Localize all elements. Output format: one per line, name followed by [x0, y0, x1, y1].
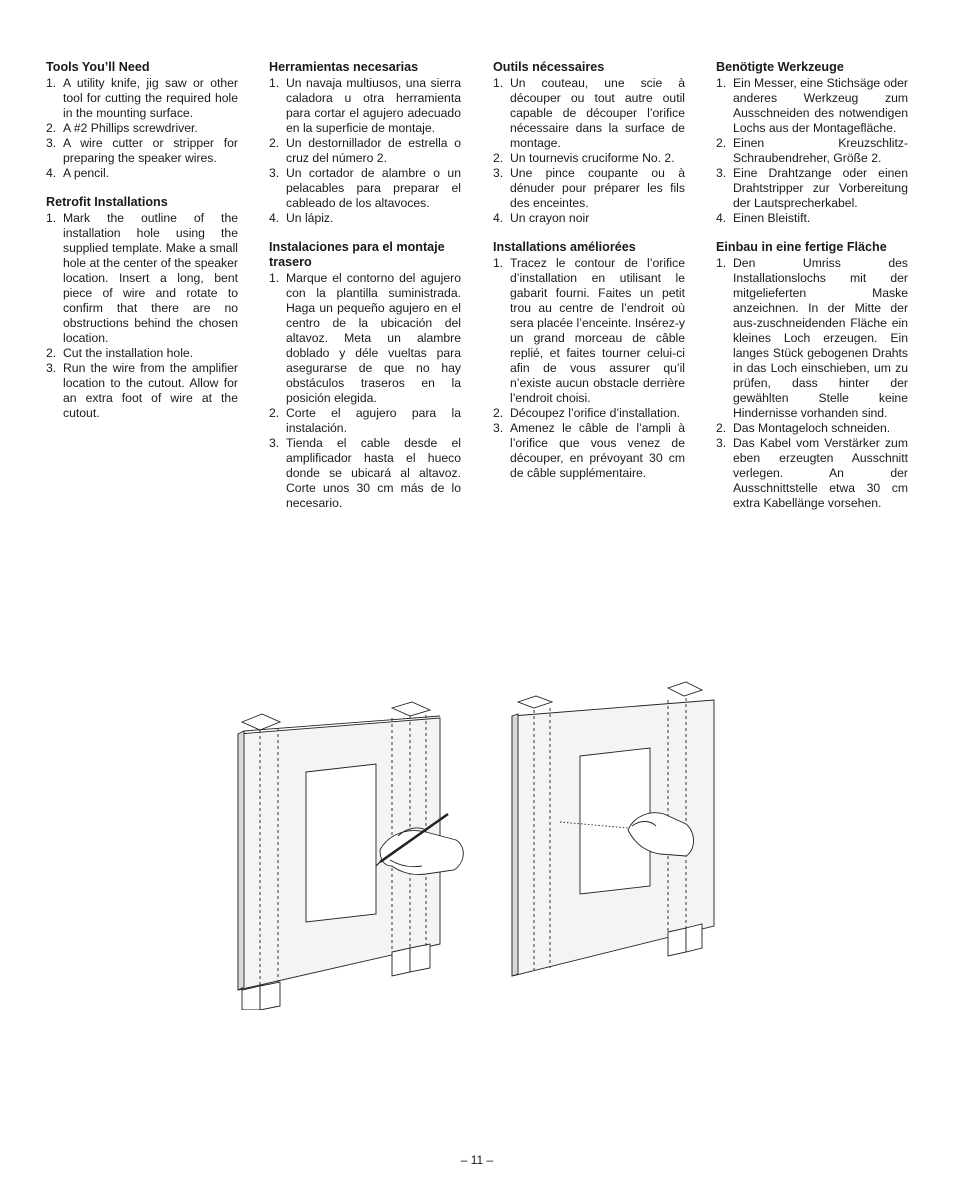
list-item	[269, 166, 461, 211]
list-item-text: Un tournevis cruciforme No. 2.	[510, 151, 675, 165]
section	[716, 60, 908, 226]
list-item-text: Ein Messer, eine Stichsäge oder anderes Werkzeug zum Ausschneiden des notwendigen Lochs aus der Montagefläche.	[733, 76, 908, 135]
list-number: 2.	[46, 121, 57, 135]
section-heading: Instalaciones para el montaje trasero	[269, 240, 445, 269]
list-item	[269, 271, 461, 406]
section-heading: Tools You’ll Need	[46, 60, 150, 74]
list-item-text: A wire cutter or stripper for preparing the speaker wires.	[63, 136, 238, 165]
list-number: 1.	[493, 76, 504, 90]
list-item	[46, 346, 238, 361]
list-number: 3.	[716, 436, 727, 450]
list-number: 2.	[269, 136, 280, 150]
section-heading: Herramientas necesarias	[269, 60, 419, 74]
list-item-text: Einen Bleistift.	[733, 211, 811, 225]
list-item	[716, 256, 908, 421]
section	[716, 240, 908, 511]
list-number: 1.	[46, 211, 57, 225]
list-number: 3.	[493, 421, 504, 435]
list-item	[493, 421, 685, 481]
section	[46, 195, 238, 421]
list-item	[716, 166, 908, 211]
numbered-list	[716, 256, 908, 511]
section-heading: Installations améliorées	[493, 240, 636, 254]
wall-marking-with-pencil-illustration	[230, 700, 480, 1010]
list-item	[46, 166, 238, 181]
list-item-text: Amenez le câble de l’ampli à l’orifice que vous venez de découper, en prévoyant 30 cm de câble supplémentaire.	[510, 421, 685, 480]
list-item-text: Corte el agujero para la instalación.	[286, 406, 461, 435]
list-item	[493, 211, 685, 226]
list-number: 3.	[46, 361, 57, 375]
right-stud	[392, 702, 430, 716]
column-german	[716, 60, 908, 525]
list-number: 2.	[493, 406, 504, 420]
list-number: 3.	[716, 166, 727, 180]
list-number: 4.	[46, 166, 57, 180]
list-number: 4.	[269, 211, 280, 225]
list-number: 1.	[269, 271, 280, 285]
list-item	[269, 76, 461, 136]
list-item-text: Cut the installation hole.	[63, 346, 194, 360]
list-item-text: Un destornillador de estrella o cruz del número 2.	[286, 136, 461, 165]
page-number: – 11 –	[460, 1153, 494, 1167]
list-number: 2.	[46, 346, 57, 360]
list-item	[716, 76, 908, 136]
list-item-text: Das Montageloch schneiden.	[733, 421, 891, 435]
left-stud	[242, 714, 280, 730]
section	[46, 60, 238, 181]
list-item	[493, 151, 685, 166]
list-item-text: Einen Kreuzschlitz-Schraubendreher, Größe 2.	[733, 136, 908, 165]
list-item-text: Un navaja multiusos, una sierra caladora u otra herramienta para cortar el agujero adecuado en la superficie de montaje.	[286, 76, 461, 135]
list-number: 1.	[46, 76, 57, 90]
numbered-list	[46, 211, 238, 421]
list-number: 2.	[493, 151, 504, 165]
list-item	[269, 436, 461, 511]
list-item	[46, 136, 238, 166]
section	[493, 240, 685, 481]
list-number: 3.	[46, 136, 57, 150]
list-item-text: Découpez l’orifice d’installation.	[510, 406, 681, 420]
list-item	[269, 211, 461, 226]
cutout-outline	[306, 764, 376, 922]
list-item	[716, 211, 908, 226]
list-item-text: Une pince coupante ou à dénuder pour préparer les fils des enceintes.	[510, 166, 685, 210]
numbered-list	[46, 76, 238, 181]
list-number: 4.	[716, 211, 727, 225]
list-number: 1.	[716, 256, 727, 270]
wall-probing-with-wire-illustration	[500, 680, 730, 980]
list-number: 4.	[493, 211, 504, 225]
list-number: 3.	[269, 436, 280, 450]
list-item-text: Tracez le contour de l’orifice d’installation en utilisant le gabarit fourni. Faites un petit trou au centre de l’endroit où sera placée l’enceinte. Insérez-y un grand morceau de câble replié, et faites tourner celui-ci afin de vous assurer qu’il n’existe aucun obstacle derrière l’endroit choisi.	[510, 256, 685, 405]
numbered-list	[716, 76, 908, 226]
list-item	[716, 136, 908, 166]
list-item-text: Tienda el cable desde el amplificador hasta el hueco donde se ubicará al altavoz. Corte unos 30 cm más de lo necesario.	[286, 436, 461, 510]
list-number: 1.	[716, 76, 727, 90]
list-item	[493, 76, 685, 151]
numbered-list	[493, 256, 685, 481]
section-heading: Retrofit Installations	[46, 195, 168, 209]
list-item-text: A pencil.	[63, 166, 110, 180]
list-item	[493, 406, 685, 421]
list-item-text: Un couteau, une scie à découper ou tout autre outil capable de découper l’orifice nécessaire dans la surface de montage.	[510, 76, 685, 150]
list-number: 3.	[269, 166, 280, 180]
right-stud	[668, 682, 702, 696]
list-number: 2.	[716, 421, 727, 435]
column-english	[46, 60, 238, 435]
list-item	[716, 436, 908, 511]
list-item-text: Un lápiz.	[286, 211, 334, 225]
numbered-list	[493, 76, 685, 226]
section-heading: Outils nécessaires	[493, 60, 605, 74]
list-item-text: Un cortador de alambre o un pelacables para preparar el cableado de los altavoces.	[286, 166, 461, 210]
numbered-list	[269, 271, 461, 511]
list-item-text: Mark the outline of the installation hole using the supplied template. Make a small hole at the center of the speaker location. Insert a long, bent piece of wire and rotate to confirm that there are no obstructions behind the chosen location.	[63, 211, 238, 345]
list-item	[269, 406, 461, 436]
list-item-text: Eine Drahtzange oder einen Drahtstripper zur Vorbereitung der Lautsprecherkabel.	[733, 166, 908, 210]
list-item	[269, 136, 461, 166]
section-heading: Benötigte Werkzeuge	[716, 60, 844, 74]
list-item-text: Den Umriss des Installationslochs mit der mitgelieferten Maske anzeichnen. In der Mitte der aus-zuschneidenden Fläche ein kleines Loch erzeugen. Ein langes Stück gebogenen Drahts in das Loch einschieben, um zu prüfen, dass hinter der gewählten Stelle keine Hindernisse vorhanden sind.	[733, 256, 908, 420]
list-item-text: A #2 Phillips screwdriver.	[63, 121, 198, 135]
list-number: 2.	[269, 406, 280, 420]
list-item-text: Un crayon noir	[510, 211, 590, 225]
list-item-text: Marque el contorno del agujero con la plantilla suministrada. Haga un pequeño agujero en el centro de la ubicación del altavoz. Meta un alambre doblado y déle vueltas para asegurarse de que no hay obstáculos traseros en la posición elegida.	[286, 271, 461, 405]
list-number: 1.	[493, 256, 504, 270]
list-item	[46, 76, 238, 121]
list-item	[46, 211, 238, 346]
list-number: 1.	[269, 76, 280, 90]
list-item-text: Run the wire from the amplifier location to the cutout. Allow for an extra foot of wire at the cutout.	[63, 361, 238, 420]
list-item	[493, 166, 685, 211]
section	[269, 60, 461, 226]
numbered-list	[269, 76, 461, 226]
section-heading: Einbau in eine fertige Fläche	[716, 240, 887, 254]
list-item	[716, 421, 908, 436]
section	[493, 60, 685, 226]
list-item-text: Das Kabel vom Verstärker zum eben erzeugten Ausschnitt verlegen. An der Ausschnittstelle etwa 30 cm extra Kabellänge vorsehen.	[733, 436, 908, 510]
column-spanish	[269, 60, 461, 525]
list-number: 3.	[493, 166, 504, 180]
list-item	[493, 256, 685, 406]
section	[269, 240, 461, 511]
list-item	[46, 121, 238, 136]
list-item	[46, 361, 238, 421]
column-french	[493, 60, 685, 495]
list-item-text: A utility knife, jig saw or other tool for cutting the required hole in the mounting surface.	[63, 76, 238, 120]
left-stud	[518, 696, 552, 708]
list-number: 2.	[716, 136, 727, 150]
